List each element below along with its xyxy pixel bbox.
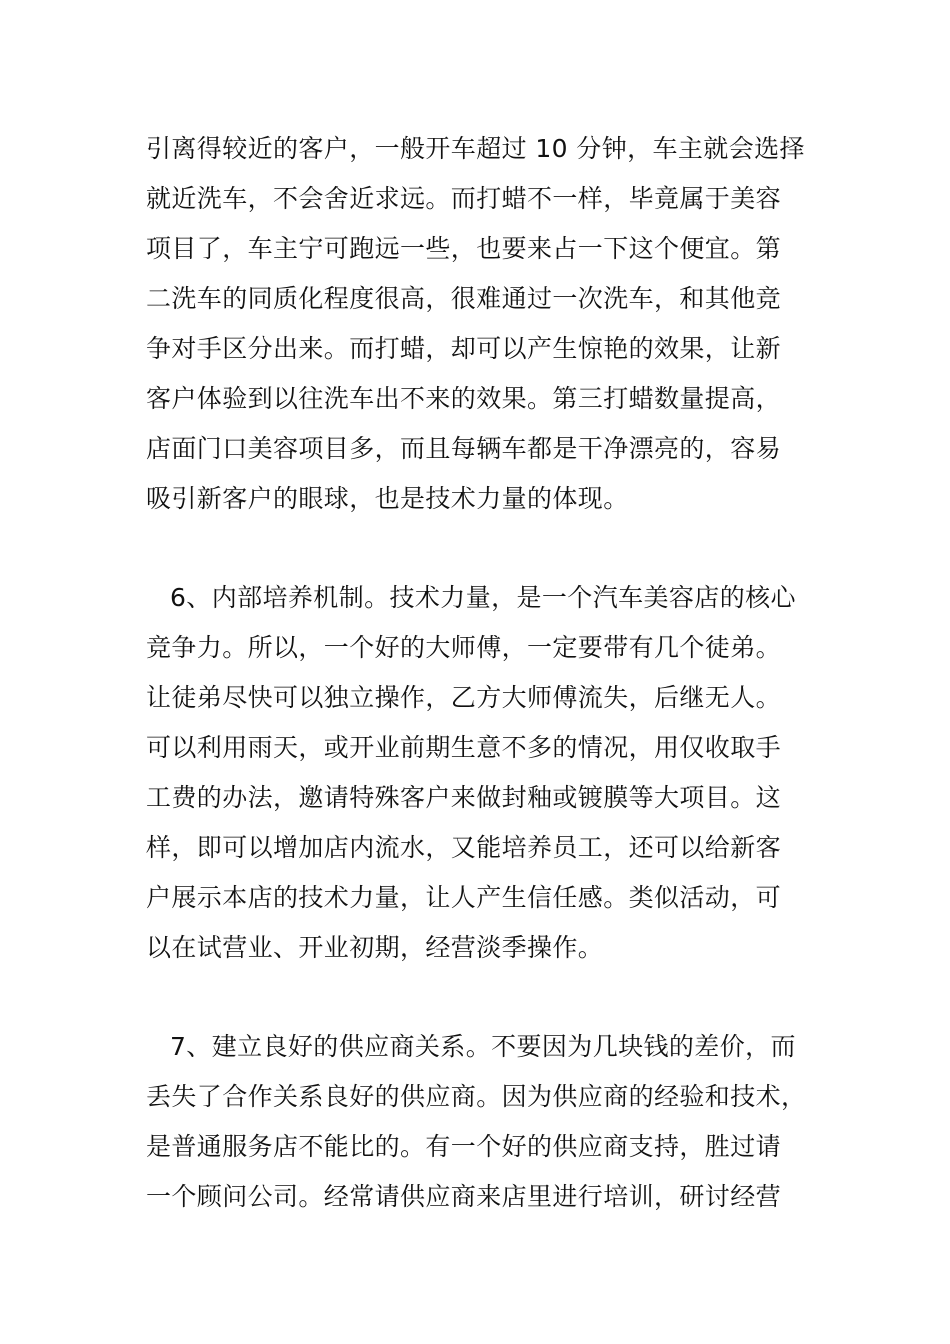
text-line: 竞争力。所以，一个好的大师傅，一定要带有几个徒弟。 <box>146 633 782 662</box>
text-line: 就近洗车，不会舍近求远。而打蜡不一样，毕竟属于美容 <box>146 184 782 213</box>
text-line: 是普通服务店不能比的。有一个好的供应商支持，胜过请 <box>146 1132 782 1161</box>
text-line: 一个顾问公司。经常请供应商来店里进行培训，研讨经营 <box>146 1182 782 1211</box>
text-line: 6、内部培养机制。技术力量，是一个汽车美容店的核心 <box>170 583 796 612</box>
text-line: 户展示本店的技术力量，让人产生信任感。类似活动，可 <box>146 883 782 912</box>
text-line: 引离得较近的客户，一般开车超过 10 分钟，车主就会选择 <box>146 134 805 163</box>
text-line: 店面门口美容项目多，而且每辆车都是干净漂亮的，容易 <box>146 434 782 463</box>
text-line: 可以利用雨天，或开业前期生意不多的情况，用仅收取手 <box>146 733 782 762</box>
text-line: 以在试营业、开业初期，经营淡季操作。 <box>146 933 604 962</box>
text-line: 二洗车的同质化程度很高，很难通过一次洗车，和其他竞 <box>146 284 782 313</box>
text-line: 吸引新客户的眼球，也是技术力量的体现。 <box>146 484 629 513</box>
text-line: 客户体验到以往洗车出不来的效果。第三打蜡数量提高， <box>146 384 782 413</box>
text-line: 项目了，车主宁可跑远一些，也要来占一下这个便宜。第 <box>146 234 782 263</box>
text-line: 争对手区分出来。而打蜡，却可以产生惊艳的效果，让新 <box>146 334 782 363</box>
text-line: 工费的办法，邀请特殊客户来做封釉或镀膜等大项目。这 <box>146 783 782 812</box>
text-line: 让徒弟尽快可以独立操作，乙方大师傅流失，后继无人。 <box>146 683 782 712</box>
text-line: 丢失了合作关系良好的供应商。因为供应商的经验和技术， <box>146 1082 807 1111</box>
text-line: 7、建立良好的供应商关系。不要因为几块钱的差价，而 <box>170 1032 796 1061</box>
text-line: 样，即可以增加店内流水，又能培养员工，还可以给新客 <box>146 833 782 862</box>
